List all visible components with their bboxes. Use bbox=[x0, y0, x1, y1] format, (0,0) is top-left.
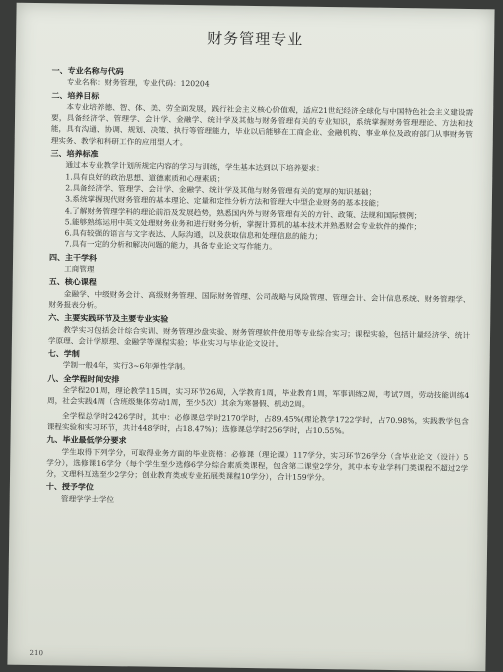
section-text-1: 专业名称：财务管理，专业代码：120204 bbox=[66, 77, 210, 89]
list-item: 1.具有良好的政治思想、道德素质和心理素质； bbox=[65, 172, 225, 184]
section-heading-10: 十、授予学位 bbox=[45, 482, 94, 493]
section-text-8b: 全学程总学时2426学时，其中：必修课总学时2170学时，占89.45%(理论教学1722学时，占70.98%，实践教学包含课程实验和实习环节，共计448学时，占18.47%)；选修课总学时256学时，占10.55%。 bbox=[46, 410, 469, 436]
page-number: 210 bbox=[29, 648, 43, 658]
list-item: 3.系统掌握现代财务管理的基本理论、定量和定性分析方法和管理大中型企业财务的基本技能； bbox=[65, 194, 384, 209]
section-heading-2: 二、培养目标 bbox=[51, 90, 100, 101]
list-item: 2.具备经济学、管理学、会计学、金融学、统计学及其他与财务管理有关的宽厚的知识基础； bbox=[65, 183, 377, 197]
section-text-6: 教学实习包括会计综合实训、财务管理沙盘实验、财务管理软件使用等专业综合实习；课程实验，包括计量经济学、统计学原理、会计学原理、金融学等课程实验；毕业实习与毕业论文设计。 bbox=[47, 324, 471, 349]
list-item: 6.具有较强的语言与文字表达、人际沟通，以及获取信息和处理信息的能力； bbox=[64, 228, 323, 242]
section-text-7: 学制一般4年，实行3~6年弹性学制。 bbox=[62, 360, 190, 372]
section-text-9: 学生取得下列学分，可取得业务方面的毕业资格：必修课（理论课）117学分，实习环节26学分（含毕业论文（设计）5学分），选修课16学分（每个学生至少选修6学分综合素质类课程，包含第二课堂2学分，其中本专业学科门类课程不超过2学分，文理科互选至少2学分；创业教育类或专业拓展类课程10学分），合计159学分。 bbox=[46, 446, 469, 483]
section-heading-7: 七、学制 bbox=[47, 349, 80, 359]
page-title: 财务管理专业 bbox=[207, 29, 304, 49]
section-text-10: 管理学学士学位 bbox=[60, 494, 115, 504]
section-heading-5: 五、核心课程 bbox=[48, 277, 97, 288]
page-content bbox=[46, 63, 474, 510]
section-heading-4: 四、主干学科 bbox=[49, 252, 98, 263]
section-text-8a: 全学程201周，理论教学115周，实习环节26周，入学教育1周，毕业教育1周，军事训练2周，考试7周，劳动技能训练4周，社会实践4周（含班级集体劳动1周，至少5次）其余为寒暑假、机动2周。 bbox=[47, 385, 470, 410]
section-heading-6: 六、主要实践环节及主要专业实验 bbox=[48, 313, 169, 325]
section-heading-9: 九、毕业最低学分要求 bbox=[46, 435, 127, 446]
section-text-4: 工商管理 bbox=[64, 264, 95, 274]
section-text-5: 金融学、中级财务会计、高级财务管理、国际财务管理、公司战略与风险管理、管理会计、会计信息系统、财务管理学、财务报表分析。 bbox=[48, 289, 471, 310]
section-heading-3: 三、培养标准 bbox=[50, 149, 99, 159]
list-item: 5.能够熟练运用中英文处理财务业务和进行财务分析，掌握计算机的基本技术并熟悉财会专业软件的操作； bbox=[64, 217, 422, 232]
section-heading-1: 一、专业名称与代码 bbox=[51, 66, 124, 77]
list-item: 7.具有一定的分析和解决问题的能力，具备专业论文写作能力。 bbox=[64, 239, 277, 252]
document-page bbox=[7, 3, 494, 672]
section-intro-3: 通过本专业教学计划所规定内容的学习与训练，学生基本达到以下培养要求： bbox=[65, 160, 324, 174]
section-text-2: 本专业培养德、智、体、美、劳全面发展，践行社会主义核心价值观，适应21世纪经济全球化与中国特色社会主义建设需要，具备经济学、管理学、会计学、金融学、统计学及其他与财务管理有关的专业知识，系统掌握财务管理理论、方法和技能，具有沟通、协调、规划、决策、执行等管理能力，毕业以后能够在工商企业、金融机构、事业单位及政府部门从事财务管理实务、教学和科研工作的应用型人才。 bbox=[50, 102, 474, 147]
list-item: 4.了解财务管理学科的理论前沿及发展趋势，熟悉国内外与财务管理有关的方针、政策、法规和国际惯例； bbox=[64, 205, 422, 220]
section-heading-8: 八、全学程时间安排 bbox=[47, 373, 120, 384]
